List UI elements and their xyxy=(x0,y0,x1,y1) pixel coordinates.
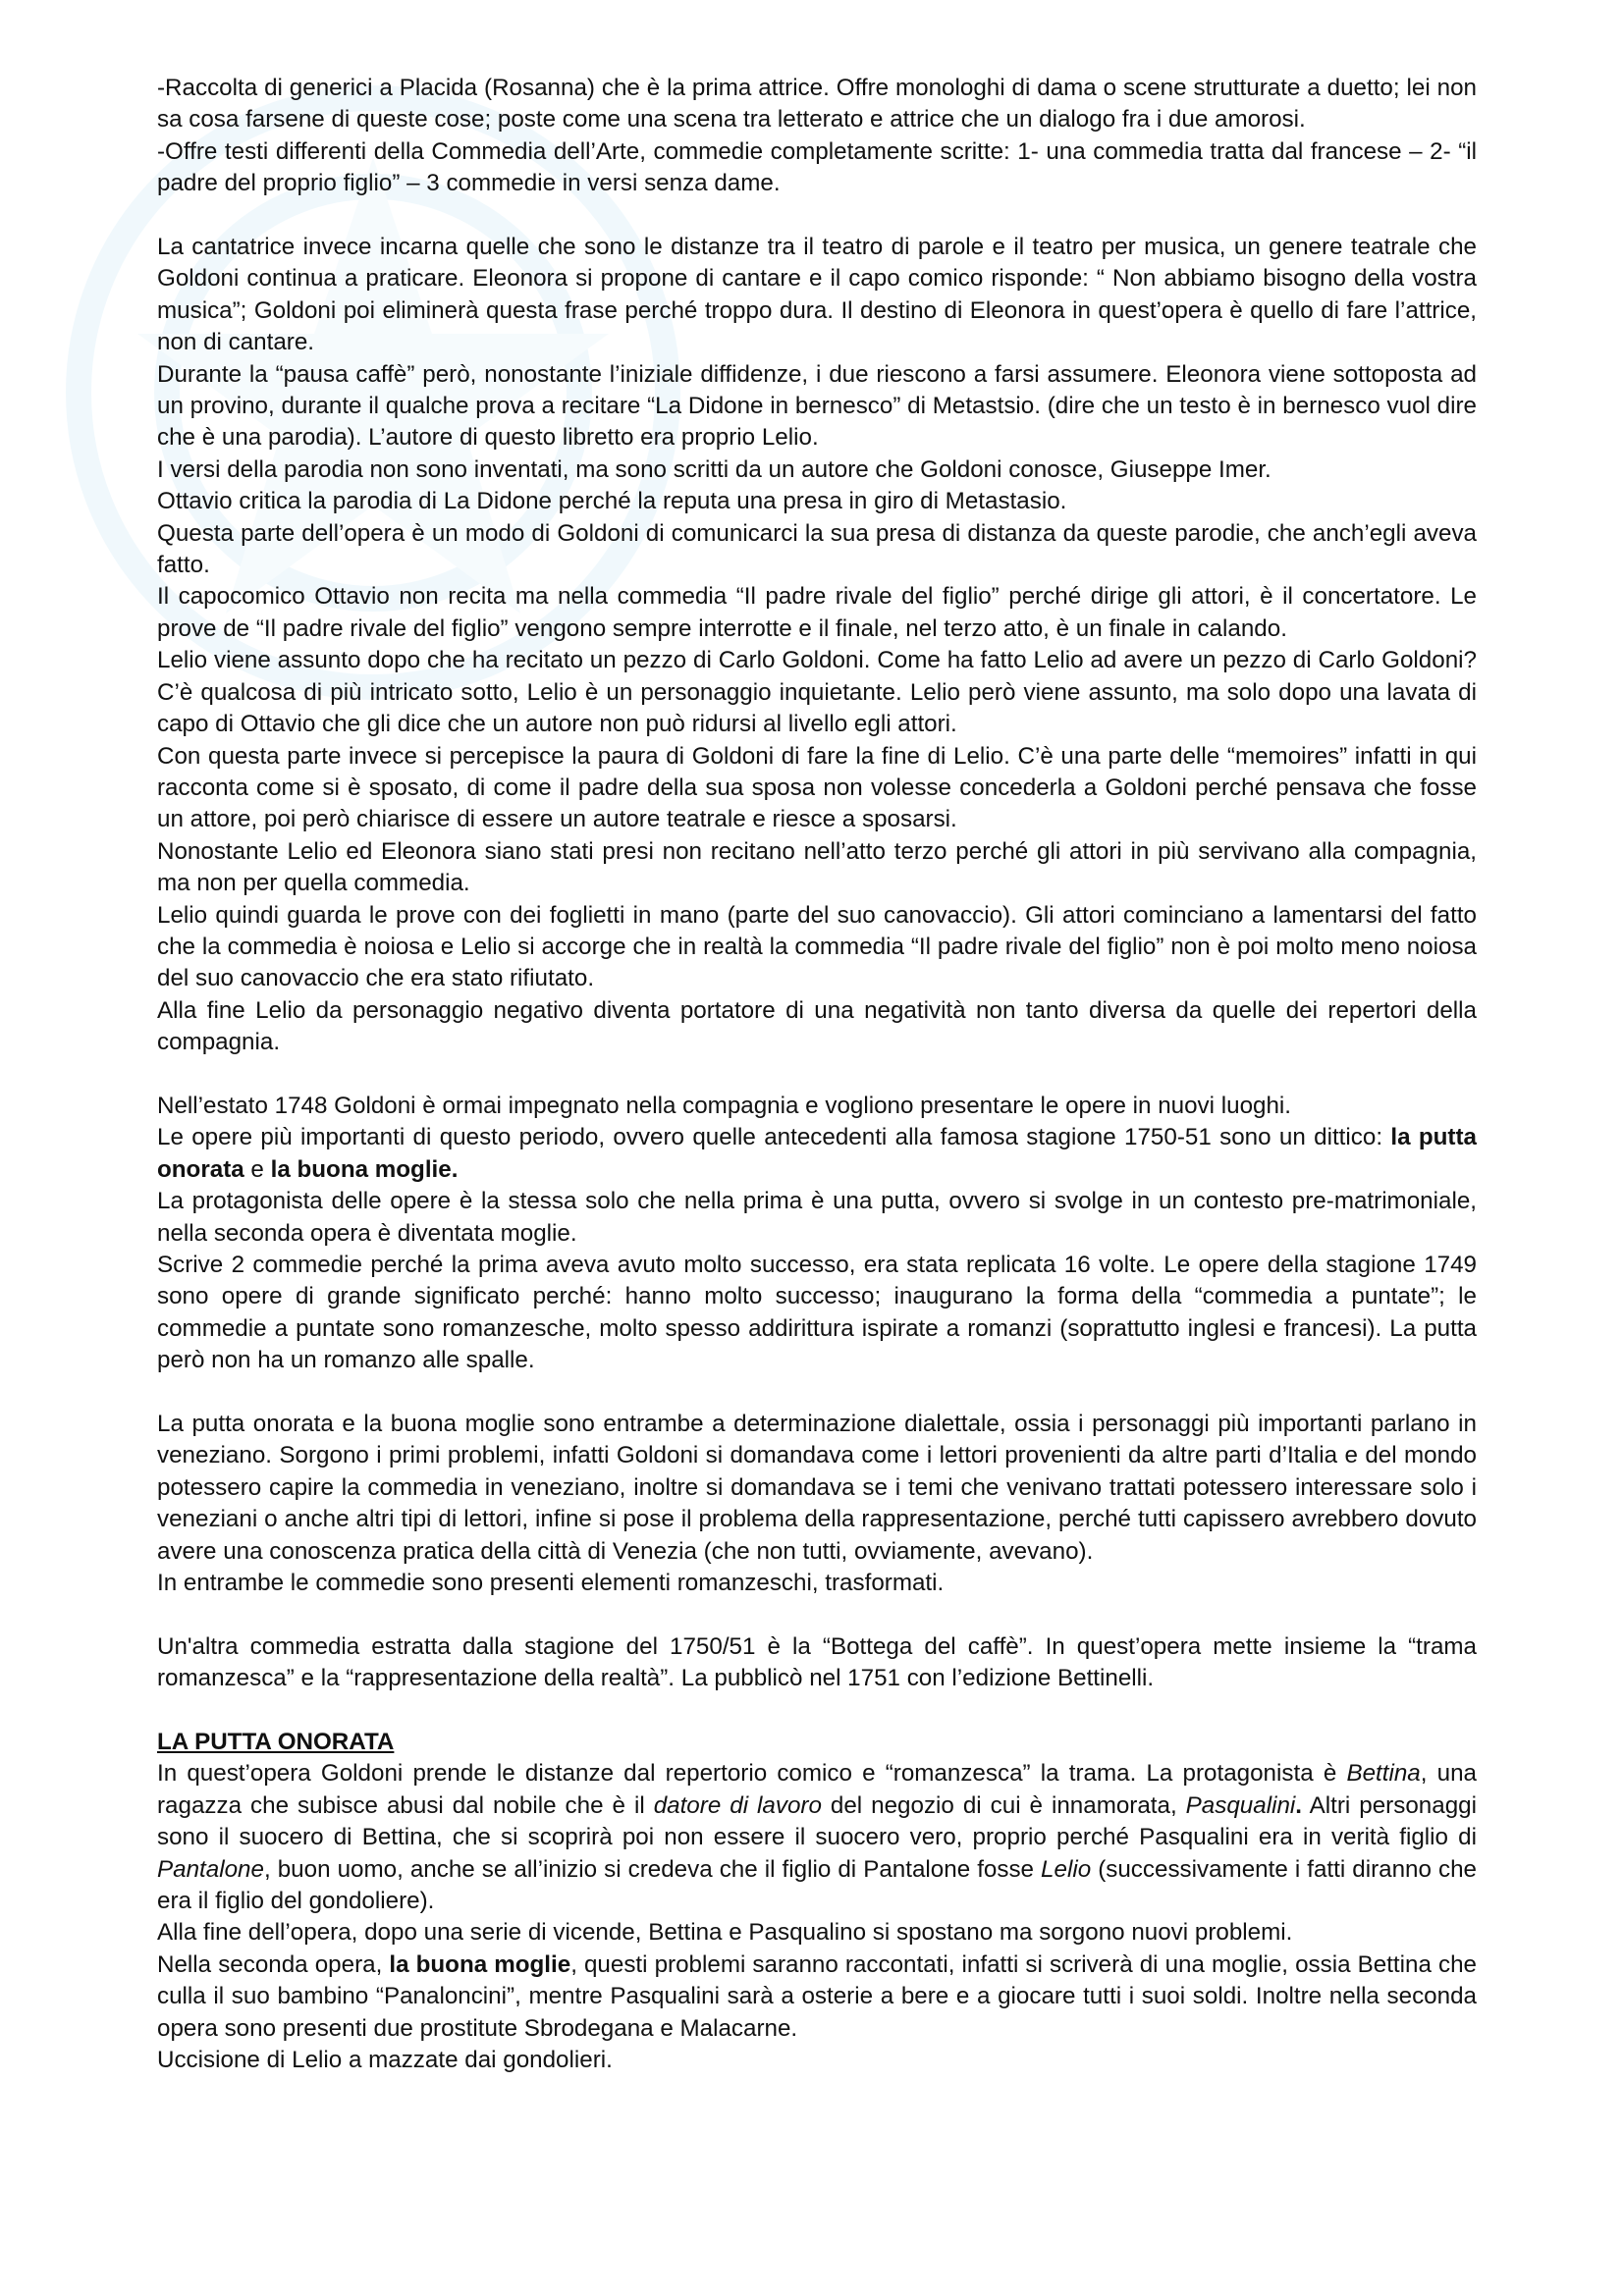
paragraph: Un'altra commedia estratta dalla stagione del 1750/51 è la “Bottega del caffè”. In quest’opera mette insieme la “trama romanzesca” e la “rappresentazione della realtà”. La pubblicò nel 1751 con l’edizione Bettinelli. xyxy=(157,1632,1477,1692)
paragraph: I versi della parodia non sono inventati, ma sono scritti da un autore che Goldoni conosce, Giuseppe Imer. xyxy=(157,455,1271,483)
paragraph: Alla fine dell’opera, dopo una serie di vicende, Bettina e Pasqualino si spostano ma sorgono nuovi problemi. xyxy=(157,1919,1293,1947)
paragraph: Nonostante Lelio ed Eleonora siano stati presi non recitano nell’atto terzo perché gli attori in più servivano alla compagnia, ma non per quella commedia. xyxy=(157,837,1477,897)
bold-title: la putta onorata xyxy=(157,1124,1477,1183)
section-heading: LA PUTTA ONORATA xyxy=(157,1729,395,1756)
bold-title: la buona moglie. xyxy=(270,1155,459,1183)
paragraph: La cantatrice invece incarna quelle che sono le distanze tra il teatro di parole e il teatro per musica, un genere teatrale che Goldoni continua a praticare. Eleonora si propone di cantare e il capo comico risponde: “ Non abbiamo bisogno della vostra musica”; Goldoni poi eliminerà questa frase perché troppo dura. Il destino di Eleonora in quest’opera è quello di fare l’attrice, non di cantare. xyxy=(157,234,1477,356)
document-page xyxy=(157,73,1477,2077)
paragraph: In entrambe le commedie sono presenti elementi romanzeschi, trasformati. xyxy=(157,1570,945,1597)
paragraph: Lelio viene assunto dopo che ha recitato un pezzo di Carlo Goldoni. Come ha fatto Lelio ad avere un pezzo di Carlo Goldoni? C’è qualcosa di più intricato sotto, Lelio è un personaggio inquietante. Lelio però viene assunto, ma solo dopo una lavata di capo di Ottavio che gli dice che un autore non può ridursi al livello egli attori. xyxy=(157,647,1477,738)
paragraph: Il capocomico Ottavio non recita ma nella commedia “Il padre rivale del figlio” perché dirige gli attori, è il concertatore. Le prove de “Il padre rivale del figlio” vengono sempre interrotte e il finale, nel terzo atto, è un finale in calando. xyxy=(157,583,1477,642)
paragraph: Lelio quindi guarda le prove con dei foglietti in mano (parte del suo canovaccio). Gli attori cominciano a lamentarsi del fatto che la commedia è noiosa e Lelio si accorge che in realtà la commedia “Il padre rivale del figlio” non è poi molto meno noiosa del suo canovaccio che era stato rifiutato. xyxy=(157,901,1477,992)
bold-title: la buona moglie xyxy=(389,1950,571,1978)
paragraph: La putta onorata e la buona moglie sono entrambe a determinazione dialettale, ossia i personaggi più importanti parlano in veneziano. Sorgono i primi problemi, infatti Goldoni si domandava come i lettori provenienti da altre parti d’Italia e del mondo potessero capire la commedia in veneziano, inoltre si domandava se i temi che venivano trattati potessero interessare solo i veneziani o anche altri tipi di lettori, infine si pose il problema della rappresentazione, perché tutti capissero avrebbero dovuto avere una conoscenza pratica della città di Venezia (che non tutti, ovviamente, avevano). xyxy=(157,1411,1477,1565)
paragraph: Durante la “pausa caffè” però, nonostante l’iniziale diffidenze, i due riescono a farsi assumere. Eleonora viene sottoposta ad un provino, durante il qualche prova a recitare “La Didone in bernesco” di Metastsio. (dire che un testo è in bernesco vuol dire che è una parodia). L’autore di questo libretto era proprio Lelio. xyxy=(157,360,1477,452)
paragraph: Uccisione di Lelio a mazzate dai gondolieri. xyxy=(157,2047,613,2074)
paragraph: -Raccolta di generici a Placida (Rosanna) che è la prima attrice. Offre monologhi di dama o scene strutturate a duetto; lei non sa cosa farsene di queste cose; poste come una scena tra letterato e attrice che un dialogo fra i due amorosi. xyxy=(157,75,1477,133)
paragraph: Questa parte dell’opera è un modo di Goldoni di comunicarci la sua presa di distanza da queste parodie, che anch’egli aveva fatto. xyxy=(157,519,1477,579)
paragraph: In quest’opera Goldoni prende le distanze dal repertorio comico e “romanzesca” la trama. La protagonista è Bettina, una ragazza che subisce abusi dal nobile che è il datore di lavoro del negozio di cui è innamorata, Pasqualini. Altri personaggi sono il suocero di Bettina, che si scoprirà poi non essere il suocero vero, proprio perché Pasqualini era in verità figlio di Pantalone, buon uomo, anche se all’inizio si credeva che il figlio di Pantalone fosse Lelio (successivamente i fatti diranno che era il figlio del gondoliere). xyxy=(157,1760,1478,1915)
paragraph: Alla fine Lelio da personaggio negativo diventa portatore di una negatività non tanto diversa da quelle dei repertori della compagnia. xyxy=(157,996,1477,1056)
paragraph: Le opere più importanti di questo periodo, ovvero quelle antecedenti alla famosa stagione 1750-51 sono un dittico: la putta onorata e la buona moglie. xyxy=(157,1124,1477,1183)
paragraph: -Offre testi differenti della Commedia dell’Arte, commedie completamente scritte: 1- una commedia tratta dal francese – 2- “il padre del proprio figlio” – 3 commedie in versi senza dame. xyxy=(157,137,1477,197)
paragraph: Con questa parte invece si percepisce la paura di Goldoni di fare la fine di Lelio. C’è una parte delle “memoires” infatti in qui racconta come si è sposato, di come il padre della sua sposa non volesse concederla a Goldoni perché pensava che fosse un attore, poi però chiarisce di essere un autore teatrale e riesce a sposarsi. xyxy=(157,742,1477,833)
paragraph: Scrive 2 commedie perché la prima aveva avuto molto successo, era stata replicata 16 volte. Le opere della stagione 1749 sono opere di grande significato perché: hanno molto successo; inaugurano la forma della “commedia a puntate”; le commedie a puntate sono romanzesche, molto spesso addirittura ispirate a romanzi (soprattutto inglesi e francesi). La putta però non ha un romanzo alle spalle. xyxy=(157,1252,1477,1374)
paragraph: Ottavio critica la parodia di La Didone perché la reputa una presa in giro di Metastasio. xyxy=(157,488,1067,515)
paragraph: La protagonista delle opere è la stessa solo che nella prima è una putta, ovvero si svolge in un contesto pre-matrimoniale, nella seconda opera è diventata moglie. xyxy=(157,1188,1477,1247)
paragraph: Nell’estato 1748 Goldoni è ormai impegnato nella compagnia e vogliono presentare le opere in nuovi luoghi. xyxy=(157,1092,1292,1119)
paragraph: Nella seconda opera, la buona moglie, questi problemi saranno raccontati, infatti si scriverà di una moglie, ossia Bettina che culla il suo bambino “Panaloncini”, mentre Pasqualini sarà a osterie a bere e a giocare tutti i suoi soldi. Inoltre nella seconda opera sono presenti due prostitute Sbrodegana e Malacarne. xyxy=(157,1950,1477,2042)
